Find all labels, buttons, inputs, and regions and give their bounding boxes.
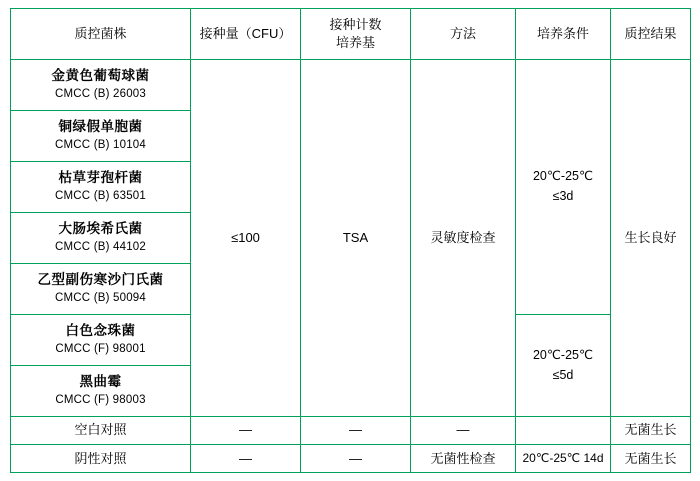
control-result: 无菌生长 [611,444,691,472]
strain-cell [11,110,191,161]
control-name: 空白对照 [11,416,191,444]
table-row-blank-control [11,416,691,444]
strain-name: 乙型副伤寒沙门氏菌 [37,271,164,287]
column-header-medium [301,9,411,60]
quality-control-table [10,8,691,473]
column-header-strain: 质控菌株 [11,9,191,60]
table-body [11,60,691,473]
condition-bacteria-temp: 20℃-25℃ [532,169,594,184]
table-row-negative-control [11,444,691,472]
column-header-medium-line2: 培养基 [335,35,375,50]
control-medium: — [301,444,411,472]
strain-name: 枯草芽孢杆菌 [58,169,143,185]
strain-code: CMCC (B) 44102 [55,241,146,254]
control-inoculum: — [191,416,301,444]
strain-name: 黑曲霉 [79,373,122,389]
control-condition: 20℃-25℃ 14d [516,444,611,472]
control-inoculum: — [191,444,301,472]
strain-cell [11,314,191,365]
column-header-result: 质控结果 [611,9,691,60]
column-header-inoculum: 接种量（CFU） [191,9,301,60]
column-header-method: 方法 [411,9,516,60]
strain-code: CMCC (F) 98001 [55,343,146,355]
table-row [11,60,691,111]
strain-name: 金黄色葡萄球菌 [51,68,150,84]
column-header-medium-line1: 接种计数 [329,17,382,33]
strain-cell [11,212,191,263]
strain-code: CMCC (B) 26003 [55,88,146,101]
strain-cell [11,365,191,416]
method-merged-cell: 灵敏度检查 [411,60,516,417]
control-name: 阴性对照 [11,444,191,472]
condition-fungi-time: ≤5d [552,367,574,382]
strain-name: 铜绿假单胞菌 [58,119,143,135]
condition-fungi-temp: 20℃-25℃ [532,347,594,362]
strain-name: 大肠埃希氏菌 [58,220,143,236]
condition-fungi-cell [516,314,611,416]
condition-bacteria-cell [516,60,611,315]
control-result: 无菌生长 [611,416,691,444]
strain-cell [11,60,191,111]
medium-merged-cell: TSA [301,60,411,417]
result-merged-cell: 生长良好 [611,60,691,417]
table-header [11,9,691,60]
strain-code: CMCC (B) 50094 [55,292,146,305]
strain-code: CMCC (B) 10104 [55,139,146,152]
strain-code: CMCC (F) 98003 [55,393,146,406]
strain-cell [11,161,191,212]
strain-name: 白色念珠菌 [65,322,136,338]
strain-code: CMCC (B) 63501 [55,190,146,203]
control-method: 无菌性检查 [411,444,516,472]
column-header-condition: 培养条件 [516,9,611,60]
control-condition [516,416,611,444]
strain-cell [11,263,191,314]
control-medium: — [301,416,411,444]
condition-bacteria-time: ≤3d [552,189,574,204]
control-method: — [411,416,516,444]
inoculum-merged-cell: ≤100 [191,60,301,417]
table-header-row [11,9,691,60]
